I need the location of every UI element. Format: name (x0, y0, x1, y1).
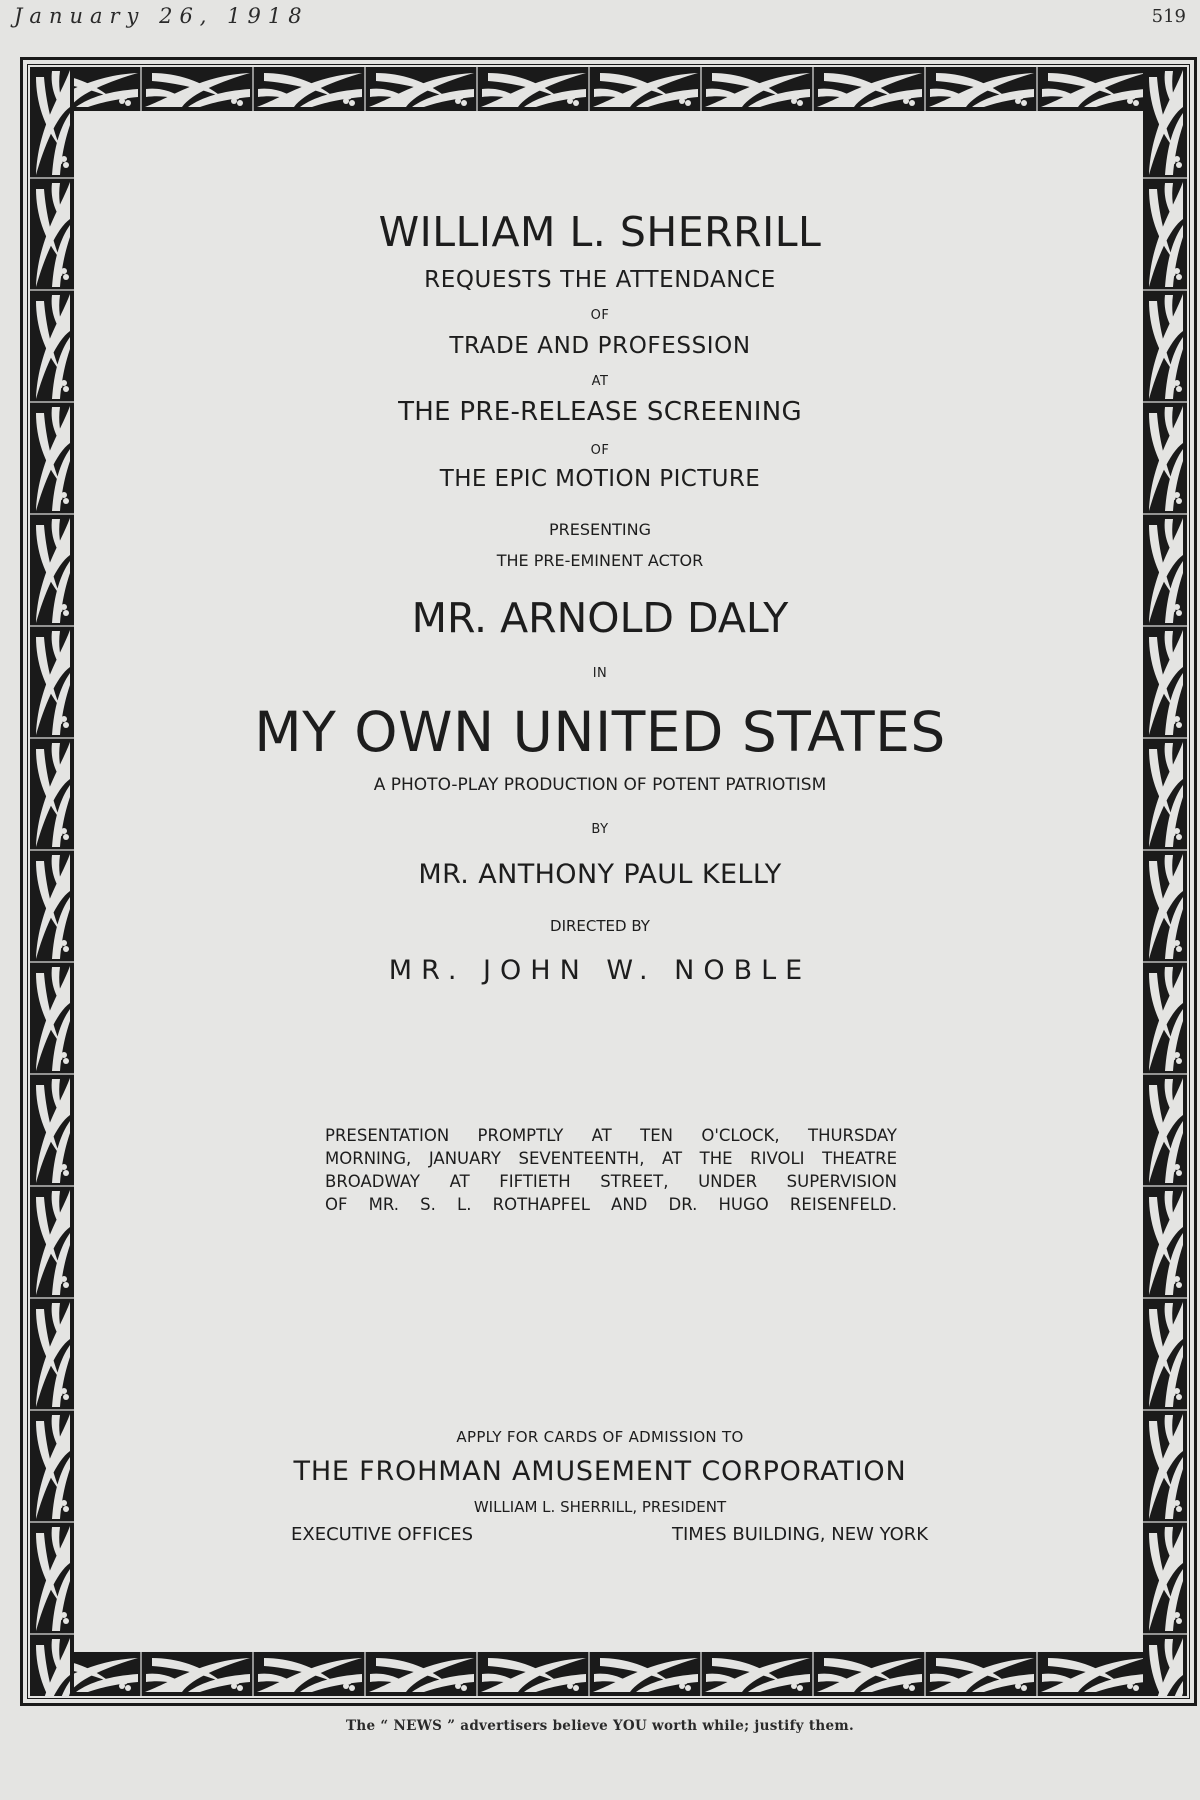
connector-by: BY (591, 822, 609, 837)
details-line: OF MR. S. L. ROTHAPFEL AND DR. HUGO REISENFELD. (325, 1195, 897, 1214)
footer-slogan: The “ NEWS ” advertisers believe YOU worth while; justify them. (346, 1718, 854, 1734)
host-name: WILLIAM L. SHERRILL (378, 208, 822, 256)
director-name: MR. JOHN W. NOBLE (388, 955, 812, 986)
author-name: MR. ANTHONY PAUL KELLY (418, 859, 782, 890)
president-line: WILLIAM L. SHERRILL, PRESIDENT (473, 1498, 727, 1516)
page-number: 519 (1151, 6, 1186, 27)
actor-intro: THE PRE-EMINENT ACTOR (496, 551, 704, 570)
offices-label: EXECUTIVE OFFICES (291, 1524, 474, 1545)
details-line: MORNING, JANUARY SEVENTEENTH, AT THE RIVOLI THEATRE (325, 1149, 897, 1168)
running-head-date: January 26, 1918 (14, 4, 309, 28)
requests-line: REQUESTS THE ATTENDANCE (424, 267, 776, 293)
audience-line: TRADE AND PROFESSION (449, 333, 751, 359)
connector-at: AT (591, 374, 609, 389)
leaf-vine-border-bottom-icon (30, 1652, 1187, 1696)
connector-of-2: OF (590, 443, 610, 458)
connector-in: IN (592, 666, 608, 681)
event-line: THE PRE-RELEASE SCREENING (398, 397, 802, 427)
presenting-label: PRESENTING (549, 520, 651, 539)
leaf-vine-border-top-icon (30, 67, 1187, 111)
film-title: MY OWN UNITED STATES (254, 700, 946, 764)
company-name: THE FROHMAN AMUSEMENT CORPORATION (293, 1456, 907, 1487)
directed-by-label: DIRECTED BY (550, 917, 650, 935)
film-tagline: A PHOTO-PLAY PRODUCTION OF POTENT PATRIOTISM (373, 775, 827, 795)
details-line: PRESENTATION PROMPTLY AT TEN O'CLOCK, THURSDAY (325, 1126, 897, 1145)
connector-of: OF (590, 308, 610, 323)
apply-line: APPLY FOR CARDS OF ADMISSION TO (456, 1428, 744, 1446)
actor-name: MR. ARNOLD DALY (411, 594, 789, 642)
work-type-line: THE EPIC MOTION PICTURE (439, 466, 761, 492)
details-line: BROADWAY AT FIFTIETH STREET, UNDER SUPERVISION (325, 1172, 897, 1191)
screening-details (325, 1124, 897, 1216)
offices-address: TIMES BUILDING, NEW YORK (672, 1524, 929, 1545)
